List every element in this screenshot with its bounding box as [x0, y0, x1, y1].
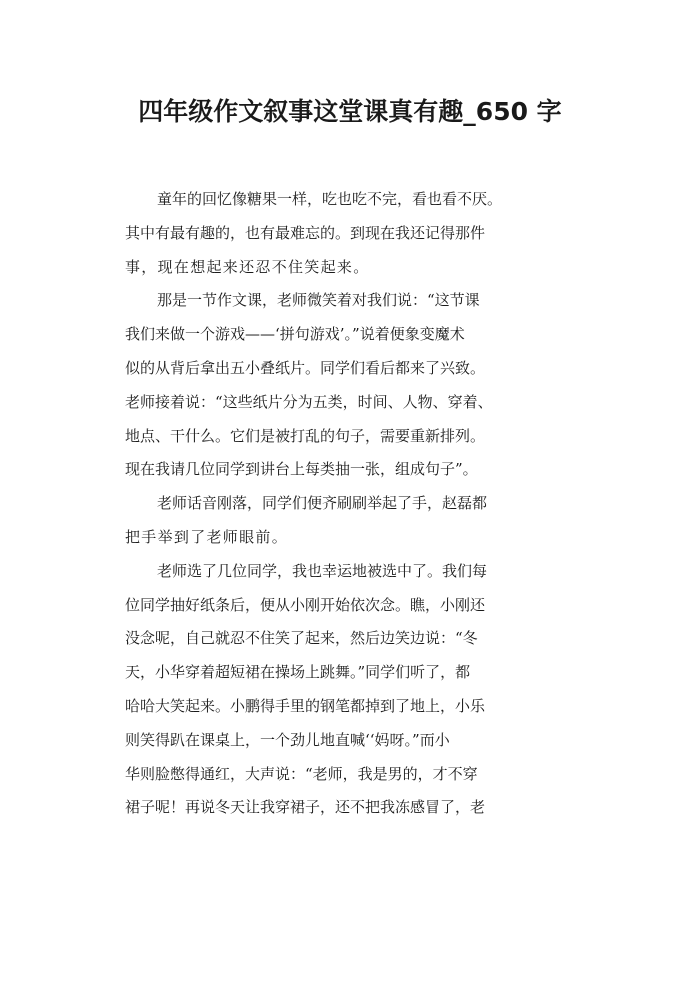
- text-line: 位同学抽好纸条后，便从小刚开始依次念。瞧，小刚还: [125, 595, 486, 614]
- text-line: 把手举到了老师眼前。: [125, 527, 289, 546]
- text-line: 天，小华穿着超短裙在操场上跳舞。”同学们听了，都: [125, 663, 471, 682]
- document-title: 四年级作文叙事这堂课真有趣_650 字: [138, 97, 562, 126]
- text-line: 其中有最有趣的，也有最难忘的。到现在我还记得那件: [125, 223, 486, 242]
- text-line: 则笑得趴在课桌上，一个劲儿地直喊‘‘妈呀。”而小: [125, 730, 450, 749]
- text-line: 裙子呢！再说冬天让我穿裙子，还不把我冻感冒了，老: [125, 798, 486, 817]
- text-line: 那是一节作文课，老师微笑着对我们说：“这节课: [157, 291, 480, 310]
- text-line: 老师选了几位同学，我也幸运地被选中了。我们每: [157, 561, 488, 580]
- text-line: 哈哈大笑起来。小鹏得手里的钢笔都掉到了地上，小乐: [125, 696, 486, 715]
- text-line: 似的从背后拿出五小叠纸片。同学们看后都来了兴致。: [125, 358, 486, 377]
- text-line: 我们来做一个游戏——‘拼句游戏’。”说着便象变魔术: [125, 325, 465, 344]
- text-line: 老师话音刚落，同学们便齐刷刷举起了手，赵磊都: [157, 494, 488, 513]
- text-line: 现在我请几位同学到讲台上每类抽一张，组成句子”。: [125, 460, 478, 479]
- text-line: 事，现在想起来还忍不住笑起来。: [125, 257, 370, 276]
- text-line: 老师接着说：“这些纸片分为五类，时间、人物、穿着、: [125, 392, 493, 411]
- text-line: 华则脸憋得通红，大声说：“老师，我是男的，才不穿: [125, 764, 478, 783]
- document-body: [125, 183, 595, 825]
- text-line: 没念呢，自己就忍不住笑了起来，然后边笑边说：“冬: [125, 629, 478, 648]
- text-line: 地点、干什么。它们是被打乱的句子，需要重新排列。: [125, 426, 486, 445]
- text-line: 童年的回忆像糖果一样，吃也吃不完，看也看不厌。: [157, 190, 503, 208]
